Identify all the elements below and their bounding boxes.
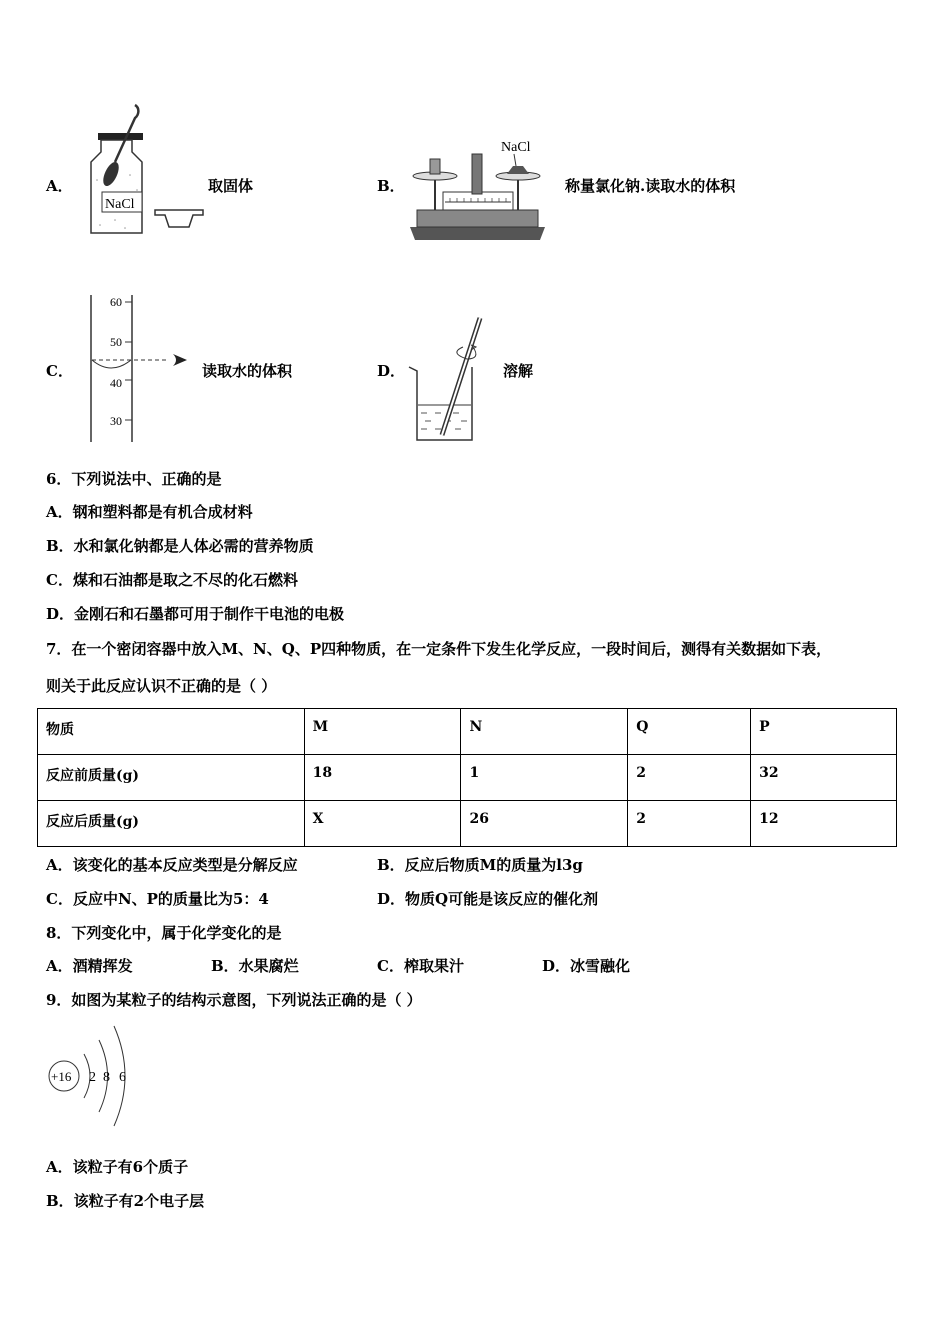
table-cell: 12 <box>751 801 897 847</box>
table-cell: X <box>304 801 461 847</box>
tick-30: 30 <box>110 414 122 428</box>
q8-option-d: D．冰雪融化 <box>542 957 631 975</box>
table-cell: 2 <box>628 801 751 847</box>
graduated-cylinder-figure <box>85 292 195 444</box>
atom-structure-diagram <box>44 1020 139 1130</box>
nucleus-charge: +16 <box>51 1069 72 1084</box>
q8-stem: 8．下列变化中，属于化学变化的是 <box>46 924 282 942</box>
table-row <box>38 801 897 847</box>
table-header-cell: Q <box>628 709 751 755</box>
figure-a-letter: A． <box>46 177 73 195</box>
electron-count-2: 8 <box>103 1070 110 1085</box>
nacl-label-a: NaCl <box>105 197 135 212</box>
figure-a-caption: 取固体 <box>208 177 254 195</box>
eye-icon <box>173 354 187 366</box>
table-header-cell: N <box>461 709 628 755</box>
q7-option-b: B．反应后物质M的质量为l3g <box>377 856 583 874</box>
q6-option-b: B．水和氯化钠都是人体必需的营养物质 <box>46 537 314 555</box>
figure-c-caption: 读取水的体积 <box>202 362 293 380</box>
balance-figure <box>405 132 550 242</box>
q6-option-a: A．钢和塑料都是有机合成材料 <box>46 503 253 521</box>
q9-stem: 9．如图为某粒子的结构示意图，下列说法正确的是（ ） <box>46 991 422 1009</box>
electron-count-1: 2 <box>89 1070 96 1085</box>
electron-count-3: 6 <box>119 1070 126 1085</box>
q6-stem: 6．下列说法中、正确的是 <box>46 470 222 488</box>
table-cell: 反应前质量(g) <box>38 755 305 801</box>
q7-stem-line1: 7．在一个密闭容器中放入M、N、Q、P四种物质，在一定条件下发生化学反应，一段时间后，测得有关数据如下表， <box>46 640 832 658</box>
q7-option-a: A．该变化的基本反应类型是分解反应 <box>46 856 298 874</box>
figure-b-letter: B． <box>377 177 405 195</box>
q8-option-b: B．水果腐烂 <box>211 957 299 975</box>
table-cell: 32 <box>751 755 897 801</box>
table-cell: 26 <box>461 801 628 847</box>
tick-60: 60 <box>110 295 122 309</box>
table-header-cell: P <box>751 709 897 755</box>
table-cell: 反应后质量(g) <box>38 801 305 847</box>
mass-data-table <box>37 708 897 847</box>
reagent-bottle-figure <box>85 100 210 240</box>
figure-c-letter: C． <box>46 362 73 380</box>
tick-40: 40 <box>110 376 122 390</box>
figure-b-caption: 称量氯化钠.读取水的体积 <box>565 177 736 195</box>
table-header-cell: M <box>304 709 461 755</box>
q8-option-c: C．榨取果汁 <box>377 957 464 975</box>
table-header-cell: 物质 <box>38 709 305 755</box>
q7-option-c: C．反应中N、P的质量比为5：4 <box>46 890 269 908</box>
tick-50: 50 <box>110 335 122 349</box>
table-cell: 2 <box>628 755 751 801</box>
q9-option-a: A．该粒子有6个质子 <box>46 1158 189 1176</box>
nacl-label-b: NaCl <box>501 140 531 155</box>
figure-d-letter: D． <box>377 362 406 380</box>
figure-d-caption: 溶解 <box>503 362 534 380</box>
q8-option-a: A．酒精挥发 <box>46 957 133 975</box>
q6-option-c: C．煤和石油都是取之不尽的化石燃料 <box>46 571 298 589</box>
q6-option-d: D．金刚石和石墨都可用于制作干电池的电极 <box>46 605 345 623</box>
table-header-row <box>38 709 897 755</box>
table-cell: 18 <box>304 755 461 801</box>
q7-stem-line2: 则关于此反应认识不正确的是（ ） <box>46 677 277 695</box>
q9-option-b: B．该粒子有2个电子层 <box>46 1192 205 1210</box>
table-row <box>38 755 897 801</box>
q7-option-d: D．物质Q可能是该反应的催化剂 <box>377 890 599 908</box>
beaker-stirring-figure <box>405 315 495 445</box>
table-cell: 1 <box>461 755 628 801</box>
